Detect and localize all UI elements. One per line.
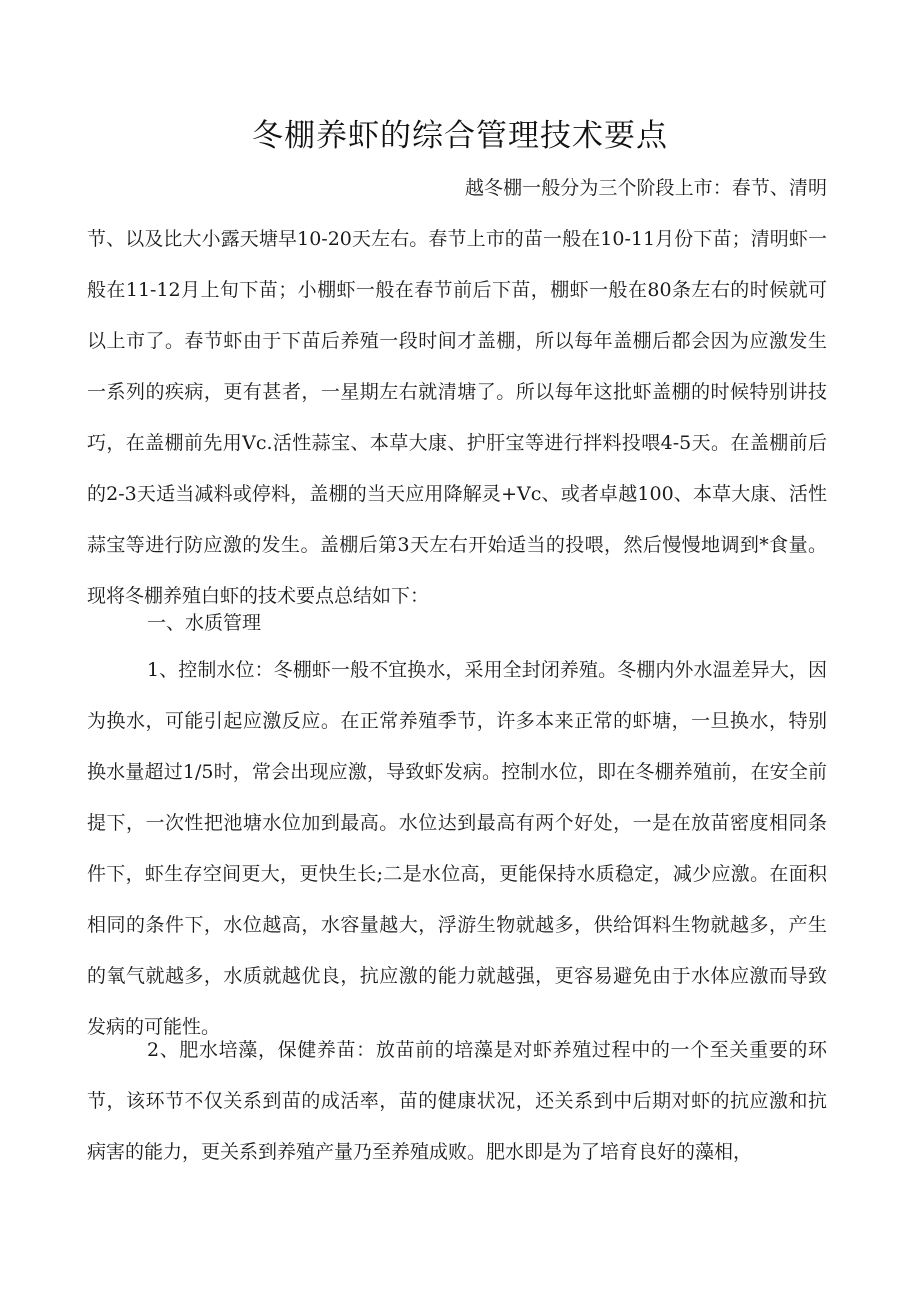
section-heading-water-quality: 一、水质管理 [147,612,262,634]
paragraph-fertilize-algae: 2、肥水培藻，保健养苗：放苗前的培藻是对虾养殖过程中的一个至关重要的环节，该环节不仅关系到苗的成活率，苗的健康状况，还关系到中后期对虾的抗应激和抗病害的能力，更关系到养殖产量乃至养殖成败。肥水即是为了培育良好的藻相， [87,1039,827,1163]
document-title: 冬棚养虾的综合管理技术要点 [252,118,668,154]
paragraph-water-level: 1、控制水位：冬棚虾一般不宜换水，采用全封闭养殖。冬棚内外水温差异大，因为换水，可能引起应激反应。在正常养殖季节，许多本来正常的虾塘，一旦换水，特别换水量超过1/5时，常会出现应激，导致虾发病。控制水位，即在冬棚养殖前，在安全前提下，一次性把池塘水位加到最高。水位达到最高有两个好处，一是在放苗密度相同条件下，虾生存空间更大，更快生长;二是水位高，更能保持水质稳定，减少应激。在面积相同的条件下，水位越高，水容量越大，浮游生物就越多，供给饵料生物就越多，产生的氧气就越多，水质就越优良，抗应激的能力就越强，更容易避免由于水体应激而导致发病的可能性。 [87,659,827,1038]
intro-paragraph: 越冬棚一般分为三个阶段上市：春节、清明节、以及比大小露天塘早10-20天左右。春节上市的苗一般在10-11月份下苗；清明虾一般在11-12月上旬下苗；小棚虾一般在春节前后下苗，棚虾一般在80条左右的时候就可以上市了。春节虾由于下苗后养殖一段时间才盖棚，所以每年盖棚后都会因为应激发生一系列的疾病，更有甚者，一星期左右就清塘了。所以每年这批虾盖棚的时候特别讲技巧，在盖棚前先用Vc.活性蒜宝、本草大康、护肝宝等进行拌料投喂4-5天。在盖棚前后的2-3天适当减料或停料，盖棚的当天应用降解灵+Vc、或者卓越100、本草大康、活性蒜宝等进行防应激的发生。盖棚后第3天左右开始适当的投喂，然后慢慢地调到*食量。现将冬棚养殖白虾的技术要点总结如下： [87,177,827,607]
